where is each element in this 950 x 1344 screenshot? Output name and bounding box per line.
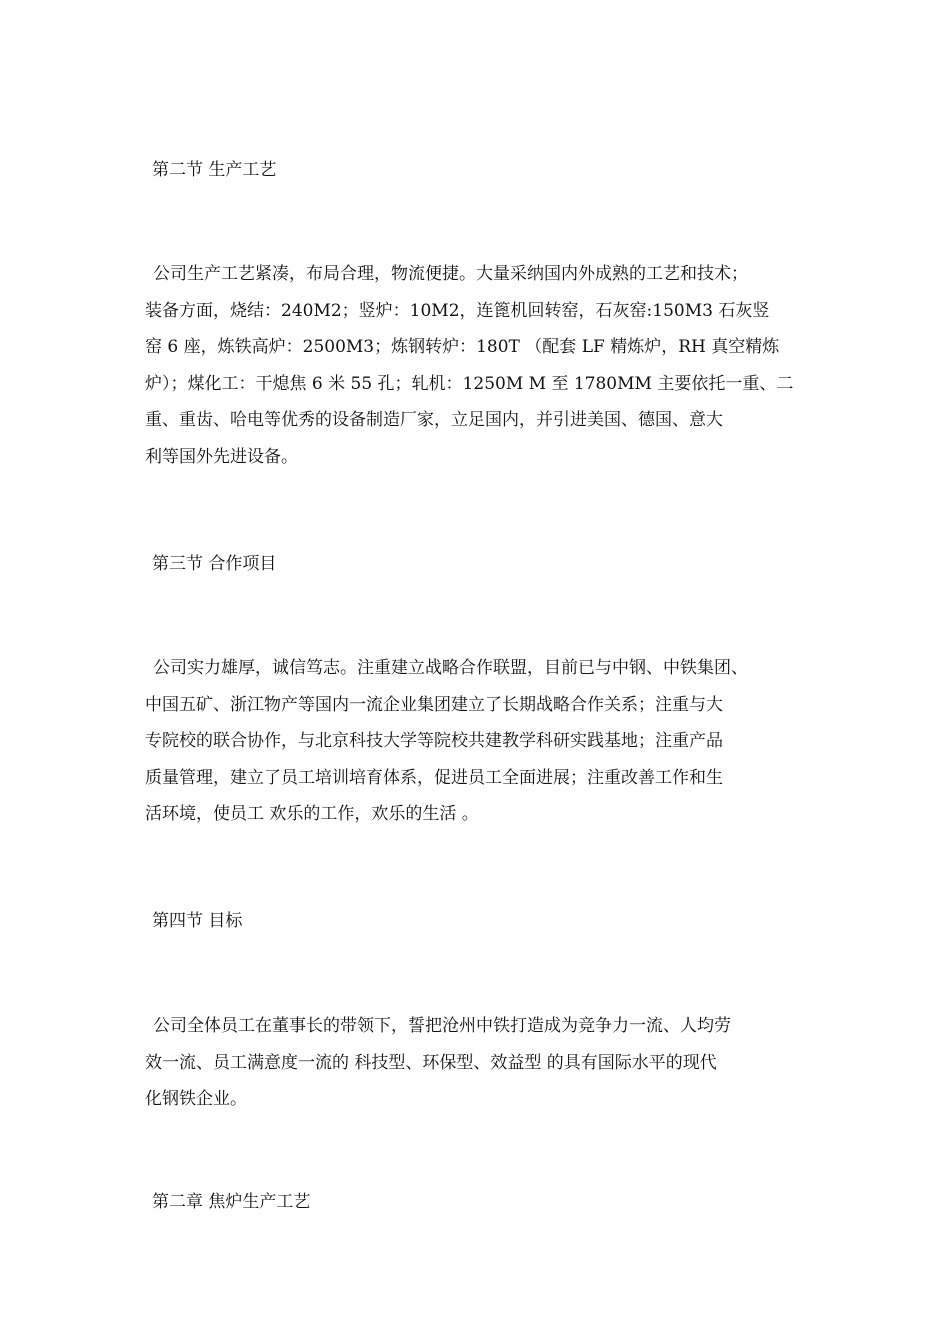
section-heading-goals: 第四节 目标 [152, 911, 243, 931]
paragraph-line: 质量管理，建立了员工培训培育体系，促进员工全面进展；注重改善工作和生 [145, 767, 723, 788]
paragraph-line: 中国五矿、浙江物产等国内一流企业集团建立了长期战略合作关系；注重与大 [145, 694, 723, 715]
paragraph-line: 重、重齿、哈电等优秀的设备制造厂家，立足国内，并引进美国、德国、意大 [145, 410, 723, 430]
paragraph-line: 公司生产工艺紧凑，布局合理，物流便捷。大量采纳国内外成熟的工艺和技术； [153, 264, 748, 284]
paragraph-goals [145, 1008, 825, 1118]
paragraph-cooperation-projects [145, 650, 825, 833]
paragraph-production-process [145, 256, 825, 475]
chapter-heading-coke-oven-process: 第二章 焦炉生产工艺 [152, 1192, 311, 1212]
paragraph-line: 炉）；煤化工：干熄焦 6 米 55 孔；轧机：1250M M 至 1780MM 主要依托一重、二 [145, 373, 794, 394]
section-heading-cooperation-projects: 第三节 合作项目 [152, 554, 277, 574]
paragraph-line: 装备方面，烧结：240M2；竖炉：10M2，连篦机回转窑，石灰窑:150M3 石灰竖 [145, 300, 770, 321]
paragraph-line: 活环境，使员工 欢乐的工作，欢乐的生活 。 [145, 804, 479, 824]
paragraph-line: 窑 6 座，炼铁高炉：2500M3；炼钢转炉：180T （配套 LF 精炼炉，RH 真空精炼 [145, 337, 780, 357]
paragraph-line: 公司实力雄厚，诚信笃志。注重建立战略合作联盟，目前已与中钢、中铁集团、 [153, 658, 748, 678]
section-heading-production-process: 第二节 生产工艺 [152, 160, 277, 180]
paragraph-line: 利等国外先进设备。 [145, 446, 298, 467]
paragraph-line: 专院校的联合协作，与北京科技大学等院校共建教学科研实践基地；注重产品 [145, 731, 723, 751]
paragraph-line: 化钢铁企业。 [145, 1089, 247, 1109]
paragraph-line: 效一流、员工满意度一流的 科技型、环保型、效益型 的具有国际水平的现代 [145, 1052, 717, 1073]
paragraph-line: 公司全体员工在董事长的带领下，誓把沧州中铁打造成为竞争力一流、人均劳 [153, 1016, 731, 1036]
